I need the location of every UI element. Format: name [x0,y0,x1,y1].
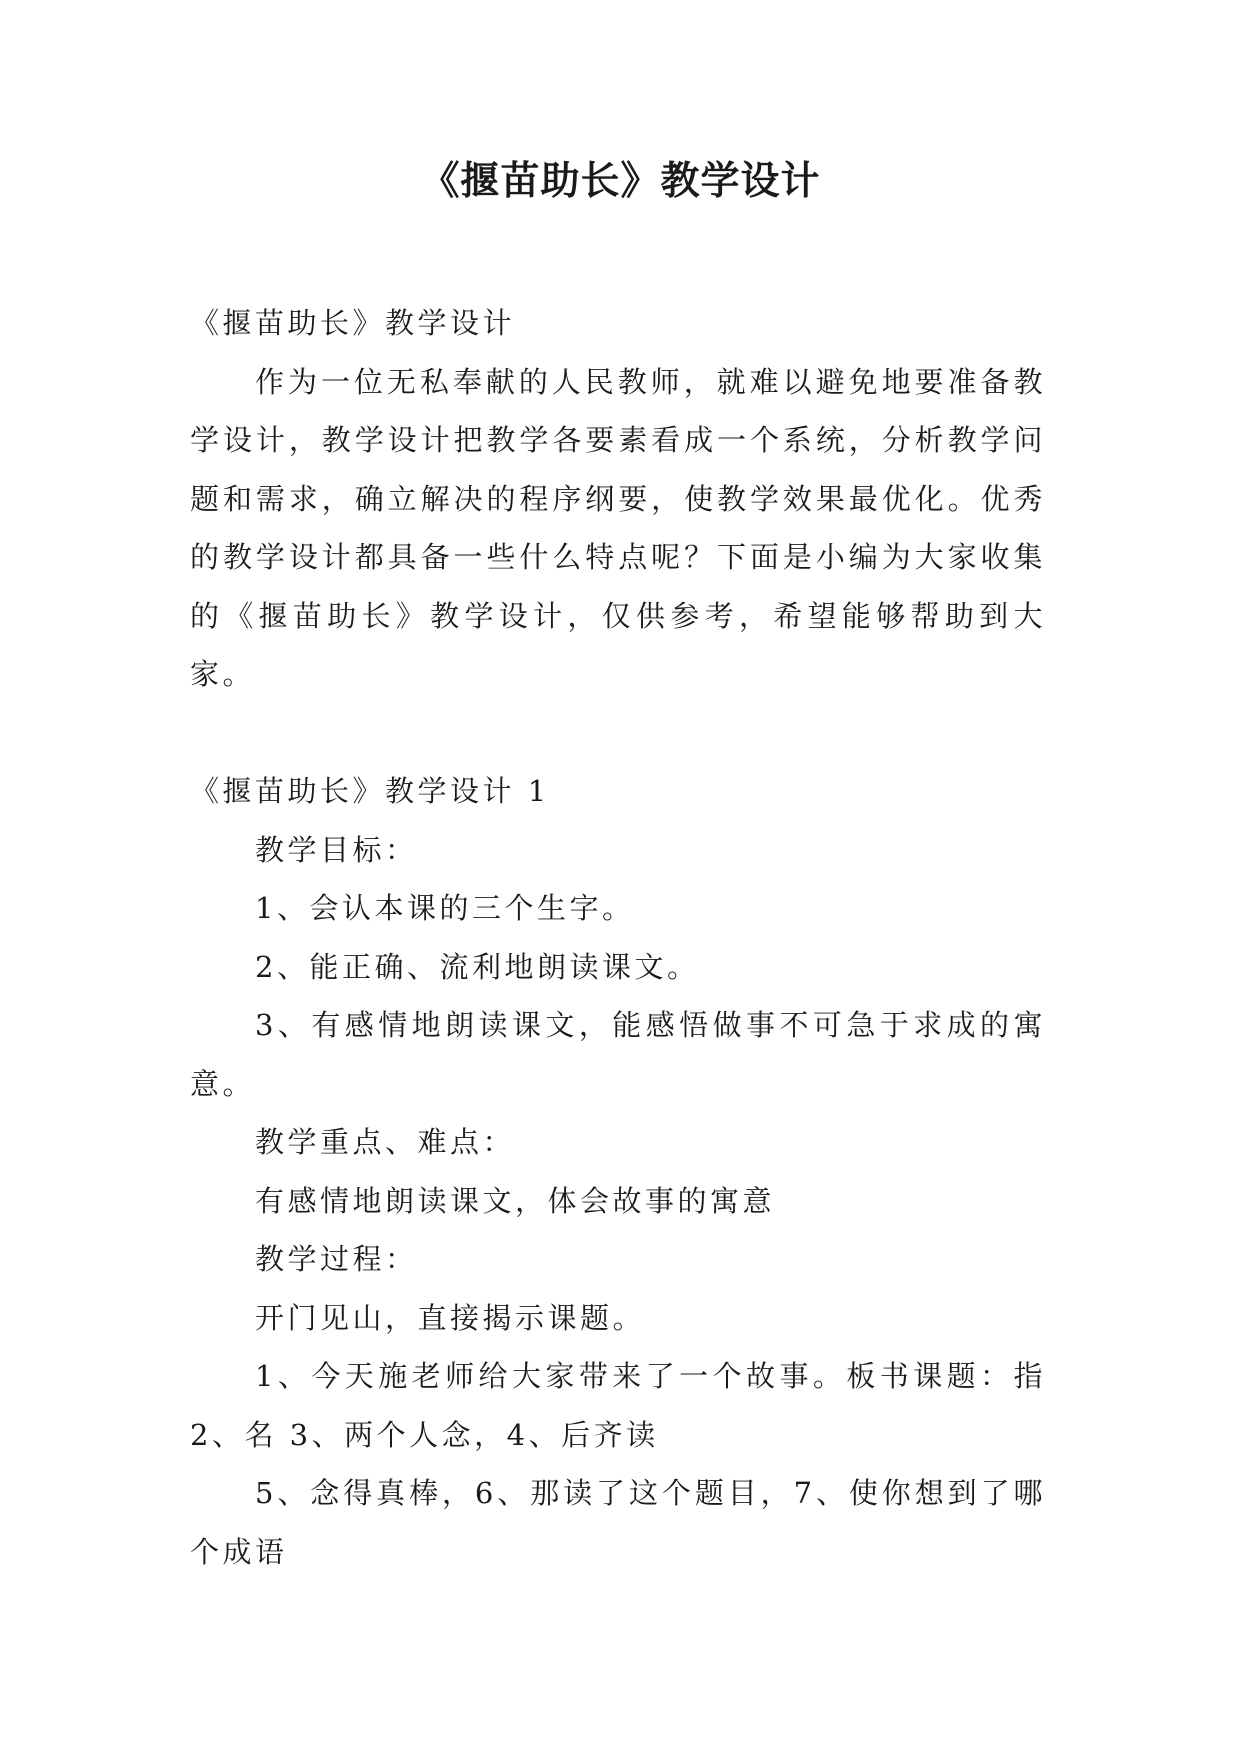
goal-item: 3、有感情地朗读课文，能感悟做事不可急于求成的寓意。 [190,1008,1046,1101]
paragraph-gap [190,704,1046,763]
subtitle: 《揠苗助长》教学设计 [190,306,516,340]
document-title: 《揠苗助长》教学设计 [420,159,821,204]
process-label: 教学过程： [255,1242,418,1276]
key-points-label: 教学重点、难点： [255,1125,516,1159]
goal-item: 1、会认本课的三个生字。 [255,891,635,925]
goals-label: 教学目标： [255,832,418,867]
process-intro: 开门见山，直接揭示课题。 [255,1300,646,1335]
intro-paragraph: 作为一位无私奉献的人民教师，就难以避免地要准备教学设计，教学设计把教学各要素看成一个系统，分析教学问题和需求，确立解决的程序纲要，使教学效果最优化。优秀的教学设计都具备一些什么特点呢？下面是小编为大家收集的《揠苗助长》教学设计，仅供参考，希望能够帮助到大家。 [190,364,1046,691]
document-body [190,294,1046,1581]
process-step: 5、念得真棒，6、那读了这个题目，7、使你想到了哪个成语 [190,1476,1046,1569]
goal-item: 2、能正确、流利地朗读课文。 [255,949,700,984]
section-heading: 《揠苗助长》教学设计 1 [190,774,550,808]
process-step: 1、今天施老师给大家带来了一个故事。板书课题：指 2、名 3、两个人念，4、后齐读 [190,1359,1046,1452]
key-points-text: 有感情地朗读课文，体会故事的寓意 [255,1183,776,1218]
